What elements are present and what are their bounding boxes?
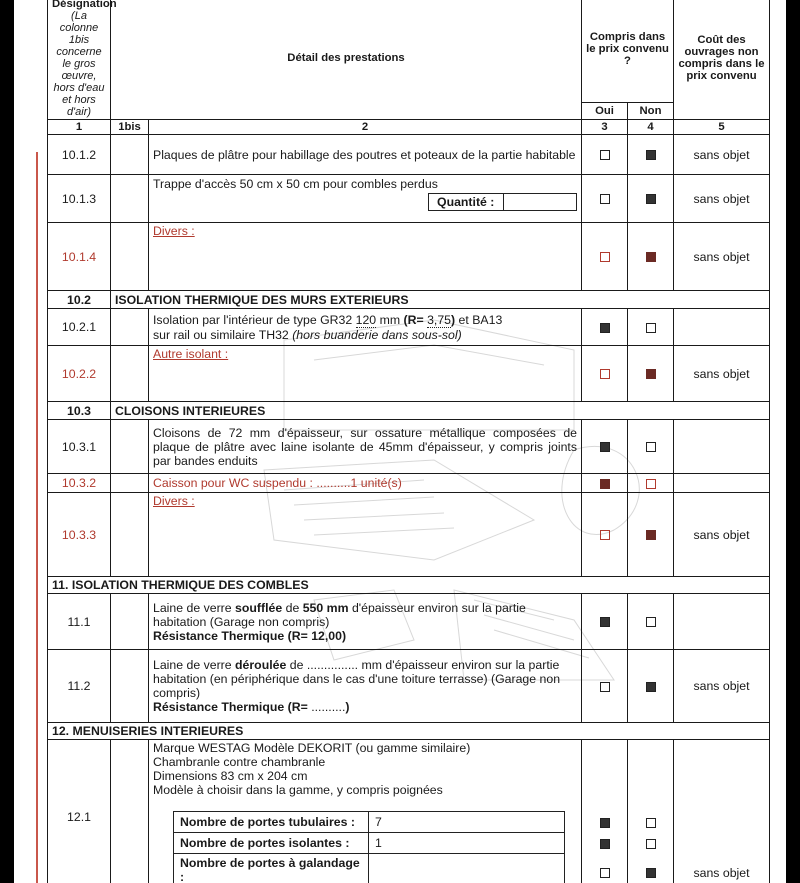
wc-quantity-value: 1: [350, 476, 358, 490]
section-code: 10.2: [48, 291, 111, 309]
row-code: 10.3.2: [48, 474, 111, 493]
row-code: 12.1: [48, 740, 111, 883]
checkbox-oui-unchecked[interactable]: [600, 150, 610, 160]
checkbox-oui-checked[interactable]: [600, 839, 610, 849]
row-description: Isolation par l'intérieur de type GR32 120 mm (R= 3,75) et BA13 sur rail ou similaire TH32 (hors buanderie dans sous-sol): [149, 309, 582, 346]
quantity-label: Quantité :: [428, 193, 504, 211]
row-description: Laine de verre déroulée de ............... mm d'épaisseur environ sur la partie habitation (en périphérique dans le cas d'une toiture terrasse) (Garage non compris) Résistance Thermique (R= ..........): [149, 650, 582, 723]
table-row: [48, 493, 770, 577]
door-count-value[interactable]: 1: [369, 833, 565, 854]
section-header: [48, 291, 770, 309]
row-description: Plaques de plâtre pour habillage des poutres et poteaux de la partie habitable: [149, 135, 582, 175]
section-title: CLOISONS INTERIEURES: [111, 402, 770, 420]
non-header: Non: [628, 102, 674, 119]
section-header: [48, 723, 770, 740]
checkbox-non-unchecked[interactable]: [646, 818, 656, 828]
row-description: Trappe d'accès 50 cm x 50 cm pour combles perdus: [153, 177, 438, 191]
row-cost: sans objet: [674, 135, 770, 175]
specifications-table: [47, 0, 770, 883]
door-count-row: [48, 833, 770, 854]
row-description: Caisson pour WC suspendu : ..........1 unité(s): [149, 474, 582, 493]
table-row: [48, 135, 770, 175]
section-code: 10.3: [48, 402, 111, 420]
row-cost: sans objet: [674, 493, 770, 577]
section-header: [48, 402, 770, 420]
checkbox-non-unchecked[interactable]: [646, 323, 656, 333]
door-dimensions: Dimensions 83 cm x 204 cm: [153, 769, 308, 783]
oui-header: Oui: [582, 102, 628, 119]
checkbox-non-unchecked[interactable]: [646, 442, 656, 452]
row-description: Laine de verre soufflée de 550 mm d'épaisseur environ sur la partie habitation (Garage non compris) Résistance Thermique (R= 12,00): [149, 594, 582, 650]
door-count-label: Nombre de portes tubulaires :: [174, 812, 369, 833]
door-count-value[interactable]: 7: [369, 812, 565, 833]
row-code: 10.3.3: [48, 493, 111, 577]
thickness-value: 120: [355, 312, 377, 327]
checkbox-oui-unchecked[interactable]: [600, 868, 610, 878]
table-row: [48, 420, 770, 474]
row-cost: sans objet: [674, 346, 770, 402]
col-number-5: 5: [674, 120, 770, 135]
table-row: [48, 650, 770, 723]
checkbox-non-unchecked[interactable]: [646, 839, 656, 849]
cout-header: Coût des ouvrages non compris dans le prix convenu: [674, 0, 770, 120]
row-code: 11.1: [48, 594, 111, 650]
checkbox-non-checked[interactable]: [646, 194, 656, 204]
section-title: ISOLATION THERMIQUE DES MURS EXTERIEURS: [111, 291, 770, 309]
table-row: [48, 740, 770, 812]
section-title: 12. MENUISERIES INTERIEURES: [48, 723, 770, 740]
table-row: [48, 474, 770, 493]
row-cost: sans objet: [674, 650, 770, 723]
door-count-row: [48, 854, 770, 883]
compris-header: Compris dans le prix convenu ?: [582, 0, 674, 102]
table-row: [48, 594, 770, 650]
checkbox-oui-checked[interactable]: [600, 617, 610, 627]
checkbox-non-unchecked[interactable]: [646, 617, 656, 627]
section-title: 11. ISOLATION THERMIQUE DES COMBLES: [48, 577, 770, 594]
thermal-resistance: Résistance Thermique (R= 12,00): [153, 628, 347, 643]
row-description: Divers :: [153, 494, 195, 508]
checkbox-oui-checked[interactable]: [600, 323, 610, 333]
door-frame: Chambranle contre chambranle: [153, 755, 326, 769]
table-row: [48, 309, 770, 346]
checkbox-oui-unchecked[interactable]: [600, 369, 610, 379]
table-row: [48, 346, 770, 402]
quantity-field[interactable]: [504, 193, 577, 211]
r-value: 3,75: [427, 312, 451, 327]
row-code: 10.2.2: [48, 346, 111, 402]
checkbox-non-checked[interactable]: [646, 150, 656, 160]
section-header: [48, 577, 770, 594]
document-page: [14, 0, 786, 883]
row-code: 10.1.3: [48, 175, 111, 223]
row-cost: sans objet: [674, 175, 770, 223]
door-count-label: Nombre de portes isolantes :: [174, 833, 369, 854]
door-count-label: Nombre de portes à galandage :: [174, 854, 369, 883]
col-number-3: 3: [582, 120, 628, 135]
door-count-value[interactable]: [369, 854, 565, 883]
row-code: 10.1.2: [48, 135, 111, 175]
checkbox-oui-unchecked[interactable]: [600, 682, 610, 692]
row-code: 11.2: [48, 650, 111, 723]
row-code: 10.2.1: [48, 309, 111, 346]
row-code: 10.3.1: [48, 420, 111, 474]
detail-header: Détail des prestations: [111, 0, 582, 120]
checkbox-non-checked[interactable]: [646, 682, 656, 692]
door-model: Modèle à choisir dans la gamme, y compris poignées: [153, 783, 443, 797]
checkbox-non-checked[interactable]: [646, 868, 656, 878]
checkbox-oui-unchecked[interactable]: [600, 194, 610, 204]
designation-note: (La colonne 1bis concerne le gros œuvre, hors d'eau et hors d'air): [53, 10, 105, 118]
checkbox-oui-unchecked[interactable]: [600, 252, 610, 262]
col-number-1: 1: [48, 120, 111, 135]
row-description: Divers :: [153, 224, 195, 238]
checkbox-oui-checked[interactable]: [600, 479, 610, 489]
col-number-1bis: 1bis: [111, 120, 149, 135]
table-row: [48, 223, 770, 291]
checkbox-oui-checked[interactable]: [600, 442, 610, 452]
checkbox-non-checked[interactable]: [646, 252, 656, 262]
checkbox-non-checked[interactable]: [646, 369, 656, 379]
row-description: Cloisons de 72 mm d'épaisseur, sur ossature métallique composées de plaque de plâtre avec laine isolante de 45mm d'épaisseur, y compris joints par bandes enduits: [149, 420, 582, 474]
row-cost: sans objet: [674, 223, 770, 291]
checkbox-non-checked[interactable]: [646, 530, 656, 540]
door-count-row: [48, 811, 770, 833]
row-code: 10.1.4: [48, 223, 111, 291]
table-row: [48, 175, 770, 223]
col-number-4: 4: [628, 120, 674, 135]
designation-header: [48, 0, 117, 120]
row-description: Autre isolant :: [153, 347, 229, 361]
col-number-2: 2: [149, 120, 582, 135]
door-brand: Marque WESTAG Modèle DEKORIT (ou gamme similaire): [153, 741, 471, 755]
checkbox-oui-unchecked[interactable]: [600, 530, 610, 540]
designation-title: Désignation: [52, 0, 117, 10]
row-cost: sans objet: [674, 854, 770, 883]
checkbox-oui-checked[interactable]: [600, 818, 610, 828]
checkbox-non-unchecked[interactable]: [646, 479, 656, 489]
